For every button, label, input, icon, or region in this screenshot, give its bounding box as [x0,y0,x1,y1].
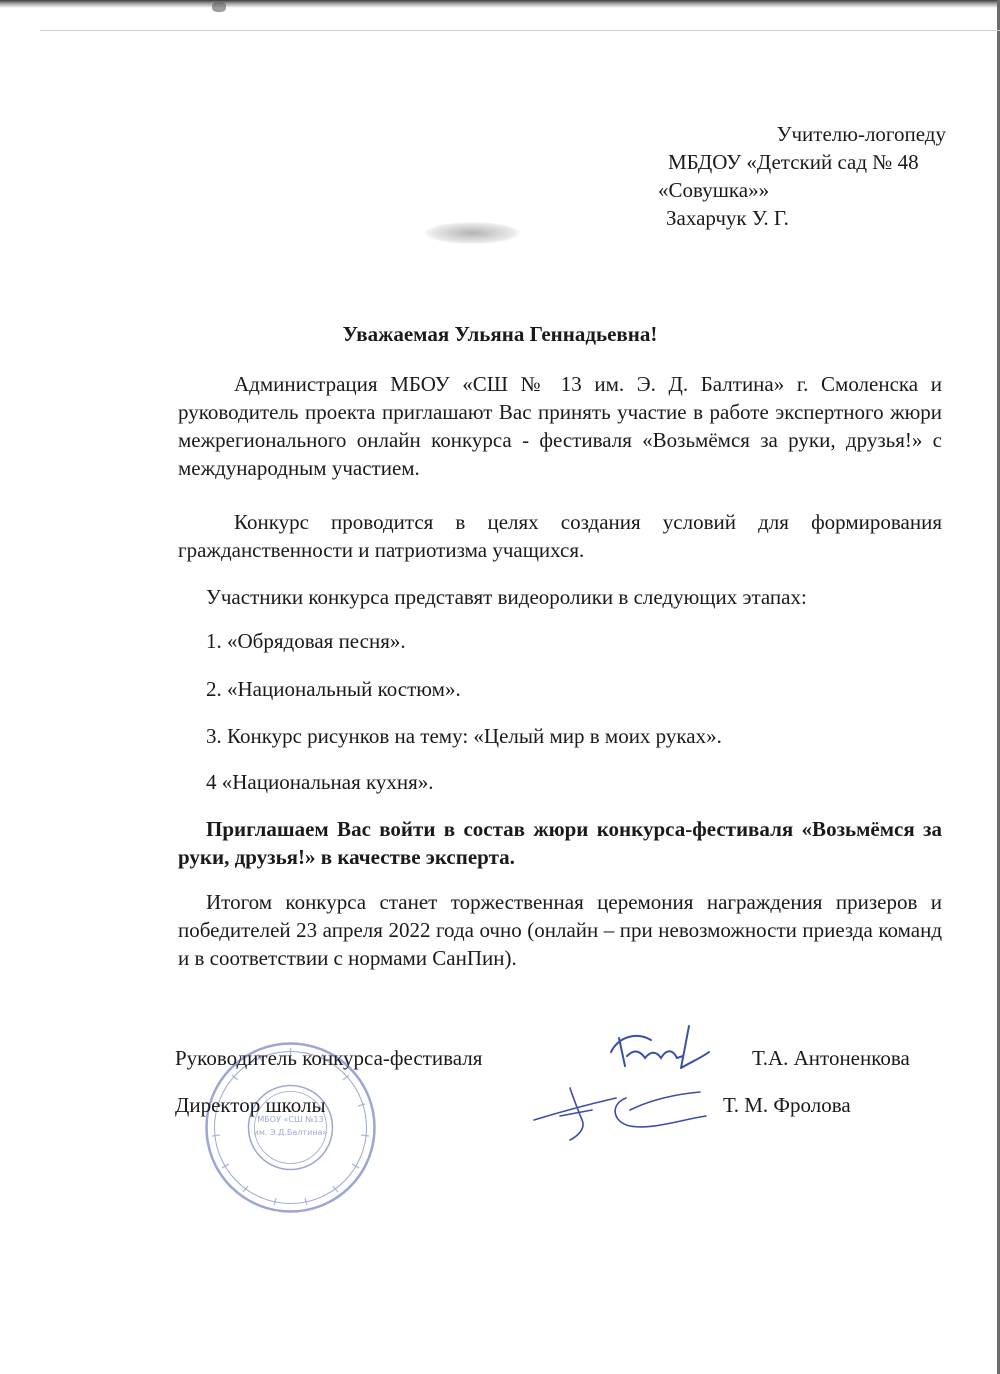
recipient-block [640,120,946,232]
signature-label-head: Руководитель конкурса-фестиваля [175,1046,483,1070]
paragraph-jury-invitation: Приглашаем Вас войти в состав жюри конкурса-фестиваля «Возьмёмся за руки, друзья!» в качестве эксперта. [178,817,942,869]
signature-frolova-icon [530,1080,710,1145]
stage-item: 3. Конкурс рисунков на тему: «Целый мир в моих руках». [206,724,722,748]
scan-smudge-top [212,2,226,12]
recipient-name: Захарчук У. Г. [666,206,789,230]
paragraph-invitation: Администрация МБОУ «СШ № 13 им. Э. Д. Балтина» г. Смоленска и руководитель проекта приглашают Вас принять участие в работе экспертного жюри межрегионального онлайн конкурса - фестиваля «Возьмёмся за руки, друзья!» с международным участием. [178,372,942,480]
scan-line [40,30,1000,31]
recipient-organization: МБДОУ «Детский сад № 48 [668,150,919,174]
recipient-position: Учителю-логопеду [776,122,946,146]
paragraph-stages-intro: Участники конкурса представят видеоролики в следующих этапах: [206,585,807,609]
svg-text:им. Э.Д.Балтина»: им. Э.Д.Балтина» [253,1128,328,1137]
paragraph-purpose: Конкурс проводится в целях создания условий для формирования гражданственности и патриотизма учащихся. [178,510,942,562]
stage-item: 1. «Обрядовая песня». [206,629,406,653]
scan-edge-top [0,0,1000,8]
stage-item: 4 «Национальная кухня». [206,770,434,794]
salutation: Уважаемая Ульяна Геннадьевна! [342,322,658,346]
recipient-organization-name: «Совушка»» [658,178,770,202]
signature-label-director: Директор школы [175,1093,326,1117]
svg-text:МБОУ «СШ №13: МБОУ «СШ №13 [257,1115,324,1124]
paragraph-ceremony: Итогом конкурса станет торжественная церемония награждения призеров и победителей 23 апреля 2022 года очно (онлайн – при невозможности приезда команд и в соответствии с нормами СанПин). [178,890,942,970]
signature-name-director: Т. М. Фролова [723,1093,851,1117]
scan-smudge [425,222,520,244]
stage-item: 2. «Национальный костюм». [206,677,461,701]
signature-name-head: Т.А. Антоненкова [752,1046,910,1070]
signature-antonenkova-icon [605,1022,715,1074]
